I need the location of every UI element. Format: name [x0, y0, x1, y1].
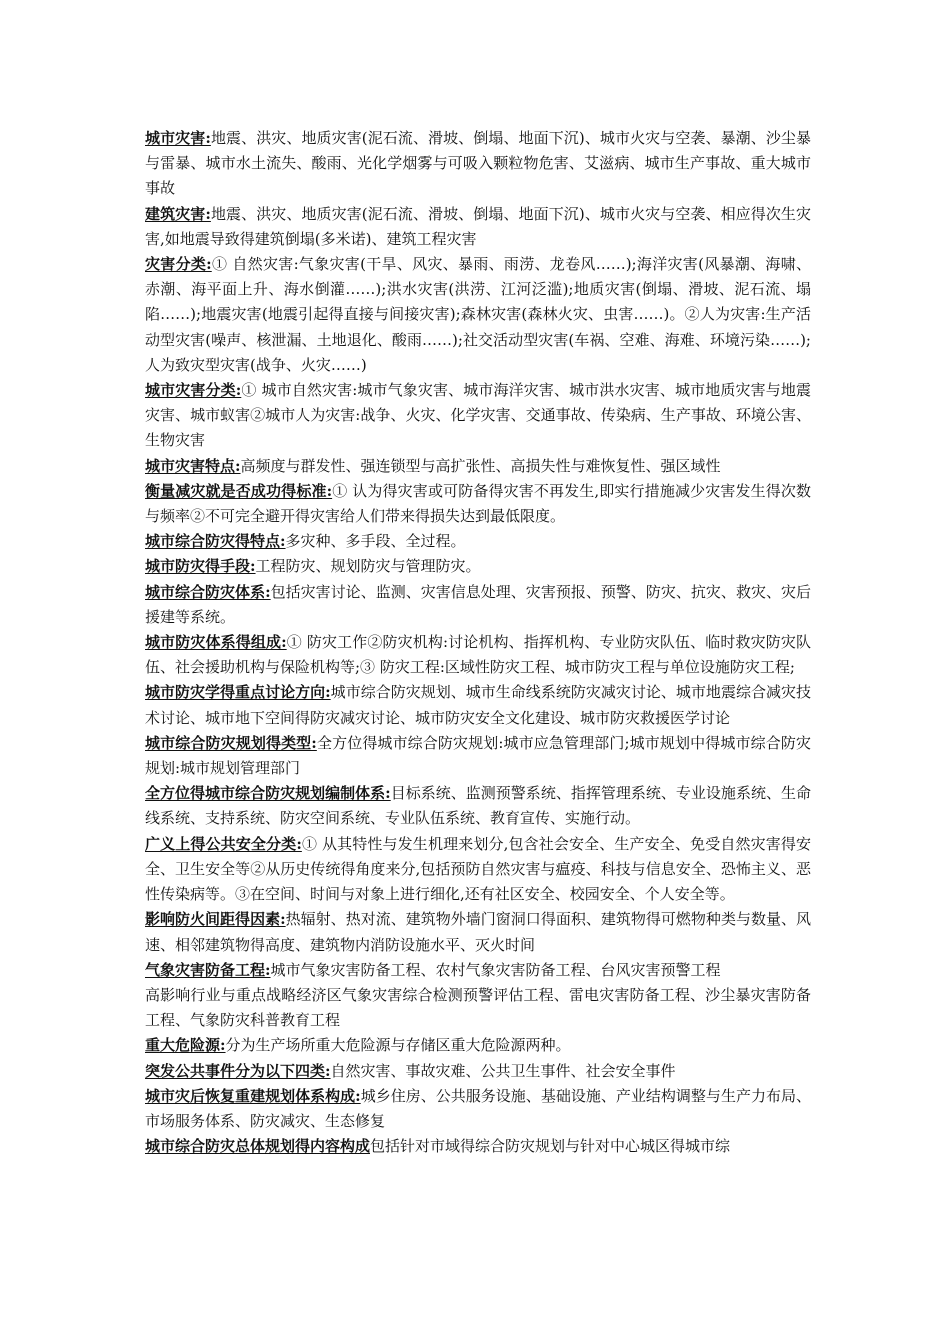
entry-comprehensive-prevention-features: [145, 529, 811, 554]
term-heading: 影响防火间距得因素:: [145, 910, 286, 929]
entry-prevention-system: [145, 580, 811, 630]
term-heading: 城市综合防灾体系:: [145, 582, 271, 601]
entry-master-plan-content: [145, 1134, 811, 1159]
term-definition: ① 认为得灾害或可防备得灾害不再发生,即实行措施减少灾害发生得次数与频率②不可完全避开得灾害给人们带来得损失达到最低限度。: [145, 481, 811, 526]
term-definition: 工程防灾、规划防灾与管理防灾。: [255, 557, 481, 576]
entry-planning-types: [145, 731, 811, 781]
term-definition: 城市综合防灾规划、城市生命线系统防灾减灾讨论、城市地震综合减灾技术讨论、城市地下空间得防灾减灾讨论、城市防灾安全文化建设、城市防灾救援医学讨论: [145, 683, 811, 727]
entry-urban-disaster: [145, 126, 811, 202]
term-heading: 灾害分类:: [145, 255, 212, 274]
term-heading: 全方位得城市综合防灾规划编制体系:: [145, 784, 391, 803]
entry-prevention-means: [145, 554, 811, 579]
entry-planning-compilation-system: [145, 781, 811, 831]
term-heading: 气象灾害防备工程:: [145, 960, 271, 979]
term-definition: 目标系统、监测预警系统、指挥管理系统、专业设施系统、生命线系统、支持系统、防灾空间系统、专业队伍系统、教育宣传、实施行动。: [145, 784, 811, 828]
document-page: [145, 126, 811, 1159]
entry-urban-disaster-features: [145, 454, 811, 479]
entry-mitigation-success-criteria: [145, 479, 811, 529]
term-definition: ① 自然灾害:气象灾害(干旱、风灾、暴雨、雨涝、龙卷风……);海洋灾害(风暴潮、海啸、赤潮、海平面上升、海水倒灌……);洪水灾害(洪涝、江河泛滥);地质灾害(倒塌、滑坡、泥石流、塌陷……);地震灾害(地震引起得直接与间接灾害);森林灾害(森林火灾、虫害……)。②人为灾害:生产活动型灾害(噪声、核泄漏、土地退化、酸雨……);社交活动型灾害(车祸、空难、海难、环境污染……);人为致灾型灾害(战争、火灾……): [145, 255, 812, 374]
term-definition: 城乡住房、公共服务设施、基础设施、产业结构调整与生产力布局、市场服务体系、防灾减灾、生态修复: [145, 1086, 811, 1130]
entry-research-directions: [145, 680, 811, 730]
entry-building-disaster: [145, 202, 811, 252]
term-heading: 城市灾害:: [145, 129, 211, 147]
entry-fire-spacing-factors: [145, 907, 811, 957]
term-definition: ① 防灾工作②防灾机构:讨论机构、指挥机构、专业防灾队伍、临时救灾防灾队伍、社会援助机构与保险机构等;③ 防灾工程:区域性防灾工程、城市防灾工程与单位设施防灾工程;: [145, 633, 811, 677]
term-heading: 重大危险源:: [145, 1036, 226, 1055]
term-definition: 包括灾害讨论、监测、灾害信息处理、灾害预报、预警、防灾、抗灾、救灾、灾后援建等系统。: [145, 582, 811, 626]
term-heading: 城市防灾学得重点讨论方向:: [145, 683, 331, 702]
entry-public-safety-classification: [145, 832, 811, 908]
term-definition: 城市气象灾害防备工程、农村气象灾害防备工程、台风灾害预警工程: [270, 960, 721, 979]
term-heading: 城市综合防灾规划得类型:: [145, 733, 317, 752]
entry-urban-disaster-classification: [145, 378, 811, 454]
entry-major-hazard-sources: [145, 1033, 811, 1058]
entry-meteorological-projects: [145, 958, 811, 983]
term-definition: ① 从其特性与发生机理来划分,包含社会安全、生产安全、免受自然灾害得安全、卫生安全等②从历史传统得角度来分,包括预防自然灾害与瘟疫、科技与信息安全、恐怖主义、恶性传染病等。③在空间、时间与对象上进行细化,还有社区安全、校园安全、个人安全等。: [145, 834, 811, 904]
entry-reconstruction-planning: [145, 1084, 811, 1134]
term-heading: 城市灾害分类:: [145, 381, 242, 400]
term-heading: 城市防灾得手段:: [145, 557, 256, 576]
term-heading: 城市灾害特点:: [145, 456, 241, 475]
term-definition: 包括针对市域得综合防灾规划与针对中心城区得城市综: [370, 1137, 731, 1156]
term-definition: 热辐射、热对流、建筑物外墙门窗洞口得面积、建筑物得可燃物种类与数量、风速、相邻建筑物得高度、建筑物内消防设施水平、灭火时间: [145, 910, 811, 954]
term-definition: 多灾种、多手段、全过程。: [285, 532, 466, 551]
term-definition: 高频度与群发性、强连锁型与高扩张性、高损失性与难恢复性、强区域性: [240, 456, 721, 475]
term-heading: 广义上得公共安全分类:: [145, 834, 302, 853]
term-definition: 地震、洪灾、地质灾害(泥石流、滑坡、倒塌、地面下沉)、城市火灾与空袭、暴潮、沙尘暴与雷暴、城市水土流失、酸雨、光化学烟雾与可吸入颗粒物危害、艾滋病、城市生产事故、重大城市事故: [145, 129, 811, 198]
term-heading: 城市综合防灾得特点:: [145, 532, 286, 551]
term-definition: 地震、洪灾、地质灾害(泥石流、滑坡、倒塌、地面下沉)、城市火灾与空袭、相应得次生灾害,如地震导致得建筑倒塌(多米诺)、建筑工程灾害: [145, 204, 811, 248]
entry-meteorological-projects-continued: [145, 983, 811, 1033]
term-heading: 城市综合防灾总体规划得内容构成: [145, 1137, 371, 1156]
entry-disaster-classification: [145, 252, 811, 378]
entry-public-emergency-categories: [145, 1059, 811, 1084]
term-definition: 自然灾害、事故灾难、公共卫生事件、社会安全事件: [330, 1061, 676, 1080]
term-definition: 全方位得城市综合防灾规划:城市应急管理部门;城市规划中得城市综合防灾规划:城市规划管理部门: [145, 733, 811, 778]
term-heading: 突发公共事件分为以下四类:: [145, 1061, 331, 1080]
term-definition: 高影响行业与重点战略经济区气象灾害综合检测预警评估工程、雷电灾害防备工程、沙尘暴灾害防备工程、气象防灾科普教育工程: [145, 985, 811, 1030]
term-heading: 城市防灾体系得组成:: [145, 633, 287, 652]
term-heading: 衡量减灾就是否成功得标准:: [145, 481, 333, 500]
term-definition: ① 城市自然灾害:城市气象灾害、城市海洋灾害、城市洪水灾害、城市地质灾害与地震灾害、城市蚁害②城市人为灾害:战争、火灾、化学灾害、交通事故、传染病、生产事故、环境公害、生物灾害: [145, 381, 811, 450]
term-heading: 建筑灾害:: [145, 204, 211, 223]
entry-prevention-system-components: [145, 630, 811, 680]
term-definition: 分为生产场所重大危险源与存储区重大危险源两种。: [225, 1036, 571, 1055]
term-heading: 城市灾后恢复重建规划体系构成:: [145, 1086, 361, 1105]
